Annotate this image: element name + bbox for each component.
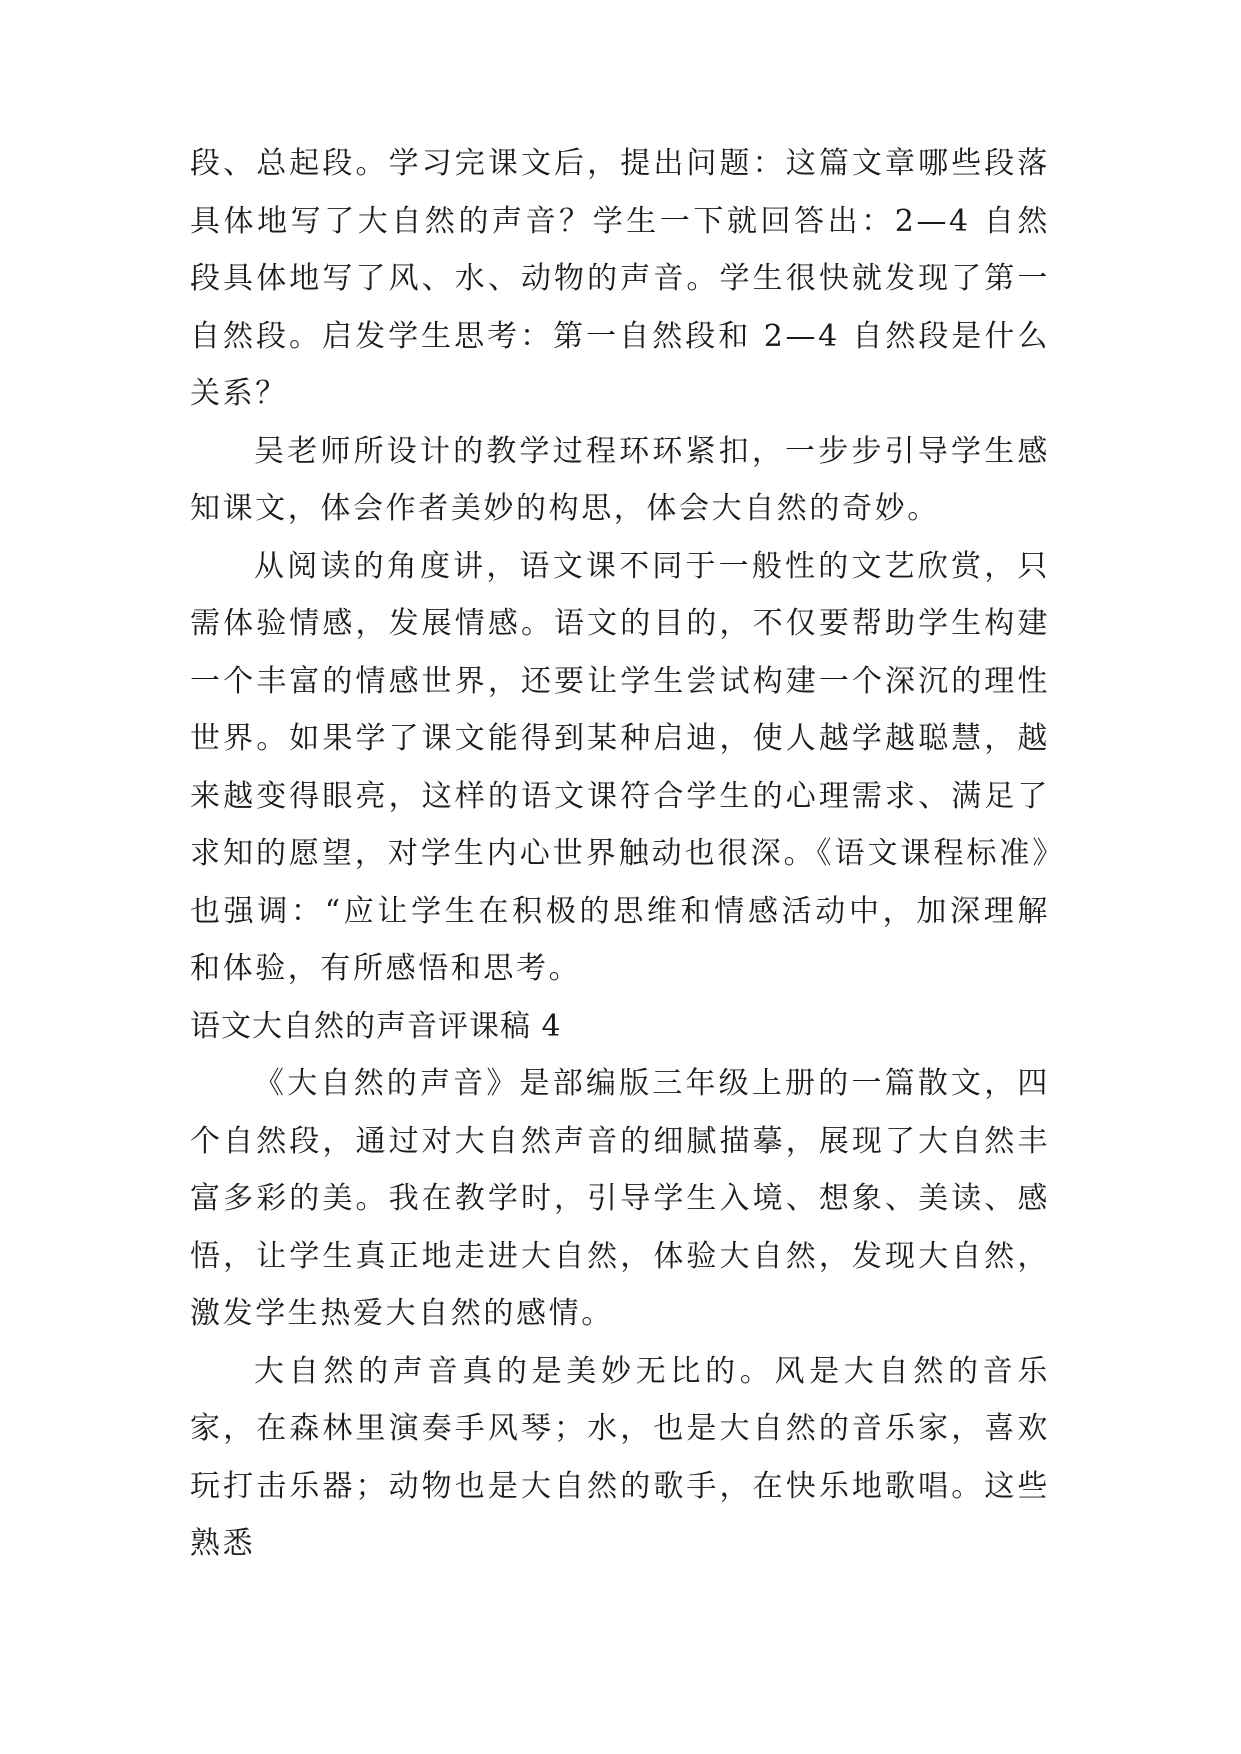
paragraph-reading-perspective: 从阅读的角度讲，语文课不同于一般性的文艺欣赏，只需体验情感，发展情感。语文的目的，不仅要帮助学生构建一个丰富的情感世界，还要让学生尝试构建一个深沉的理性世界。如果学了课文能得到某种启迪，使人越学越聪慧，越来越变得眼亮，这样的语文课符合学生的心理需求、满足了求知的愿望，对学生内心世界触动也很深。《语文课程标准》也强调：“应让学生在积极的思维和情感活动中，加深理解和体验，有所感悟和思考。 [190,548,1050,986]
paragraph-continued: 段、总起段。学习完课文后，提出问题：这篇文章哪些段落具体地写了大自然的声音？学生一下就回答出：2—4 自然段具体地写了风、水、动物的声音。学生很快就发现了第一自然段。启发学生思考：第一自然段和 2—4 自然段是什么关系？ [190,146,1050,411]
section-title: 语文大自然的声音评课稿 4 [190,1008,562,1044]
document-body [190,135,1050,1573]
paragraph-introduction: 《大自然的声音》是部编版三年级上册的一篇散文，四个自然段，通过对大自然声音的细腻描摹，展现了大自然丰富多彩的美。我在教学时，引导学生入境、想象、美读、感悟，让学生真正地走进大自然，体验大自然，发现大自然，激发学生热爱大自然的感情。 [190,1066,1050,1331]
paragraph-nature-sounds: 大自然的声音真的是美妙无比的。风是大自然的音乐家，在森林里演奏手风琴；水，也是大自然的音乐家，喜欢玩打击乐器；动物也是大自然的歌手，在快乐地歌唱。这些熟悉 [190,1353,1050,1561]
paragraph-teaching-process: 吴老师所设计的教学过程环环紧扣，一步步引导学生感知课文，体会作者美妙的构思，体会大自然的奇妙。 [190,433,1050,526]
